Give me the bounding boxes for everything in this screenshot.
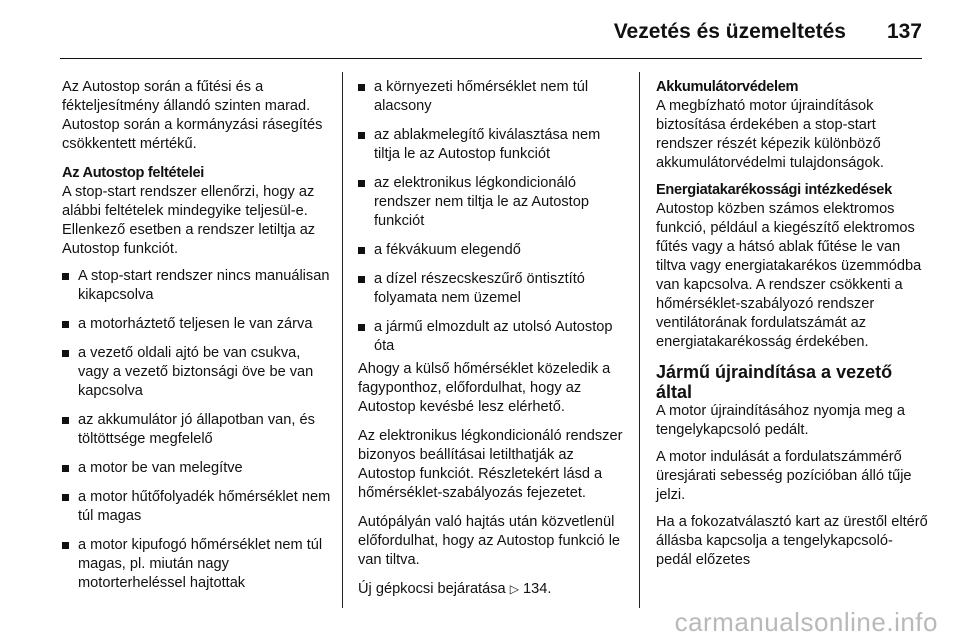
body-paragraph: Autópályán való hajtás után közvetlenül előfordulhat, hogy az Autostop funkció le van tiltva. [358,514,621,568]
conditions-lead: A stop-start rendszer ellenőrzi, hogy az alábbi feltételek mindegyike teljesül-e. Ellenkező esetben a rendszer letiltja az Autostop funkciót. [62,184,316,257]
list-item: A stop-start rendszer nincs manuálisan kikapcsolva [62,267,334,305]
body-paragraph: A motor újraindításához nyomja meg a tengelykapcsoló pedált. [656,403,906,438]
page-header [0,0,960,60]
list-item: az ablakmelegítő kiválasztása nem tiltja le az Autostop funkciót [358,126,630,164]
list-item: a motor be van melegítve [62,459,334,478]
list-item: az elektronikus légkondicionáló rendszer nem tiltja le az Autostop funkciót [358,174,630,231]
battery-protection-heading: Akkumulátorvédelem [656,79,799,95]
energy-saving-heading: Energiatakarékossági intézkedések [656,182,892,198]
column-2 [358,78,630,609]
body-paragraph: Ha a fokozatválasztó kart az ürestől eltérő állásba kapcsolja a tengelykapcsoló-pedál előzetes [656,514,928,568]
cross-reference [358,580,630,599]
list-item: a jármű elmozdult az utolsó Autostop óta [358,318,630,356]
page-number: 137 [886,20,922,43]
list-item: a dízel részecskeszűrő öntisztító folyamata nem üzemel [358,270,630,308]
list-item: a vezető oldali ajtó be van csukva, vagy a vezető biztonsági öve be van kapcsolva [62,344,334,401]
cross-reference-page: 134. [523,581,552,597]
column-divider [639,72,640,608]
list-item: az akkumulátor jó állapotban van, és töltöttsége megfelelő [62,411,334,449]
section-title: Jármű újraindítása a vezető által [656,362,893,402]
list-item: a fékvákuum elegendő [358,241,630,260]
list-item: a motorháztető teljesen le van zárva [62,315,334,334]
column-3 [656,78,928,580]
list-item: a motor kipufogó hőmérséklet nem túl magas, pl. miután nagy motorterheléssel hajtottak [62,536,334,593]
header-rule [60,58,922,59]
autostop-conditions-heading: Az Autostop feltételei [62,165,205,181]
list-item: a motor hűtőfolyadék hőmérséklet nem túl magas [62,488,334,526]
page-reference-icon: ▷ [509,582,519,596]
cross-reference-text: Új gépkocsi bejáratása [358,581,506,597]
body-paragraph: Ahogy a külső hőmérséklet közeledik a fagyponthoz, előfordulhat, hogy az Autostop kevésbé lesz elérhető. [358,361,611,415]
column-divider [342,72,343,608]
body-paragraph: A megbízható motor újraindítások biztosítása érdekében a stop-start rendszer részét képezik különböző akkumulátorvédelmi tulajdonságok. [656,98,884,171]
body-paragraph: A motor indulását a fordulatszámmérő üresjárati sebesség pozícióban álló tűje jelzi. [656,449,912,503]
header-title: Vezetés és üzemeltetés [613,20,846,43]
column-1 [62,78,334,603]
watermark: carmanualsonline.info [674,607,938,637]
intro-paragraph: Az Autostop során a fűtési és a fékteljesítmény állandó szinten marad. Autostop során a kormányzási rásegítés csökkentett mértékű. [62,79,323,152]
body-paragraph: Az elektronikus légkondicionáló rendszer bizonyos beállításai letilthatják az Autostop funkciót. Részletekért lásd a hőmérséklet-szabályozás fejezetet. [358,428,623,501]
body-paragraph: Autostop közben számos elektromos funkció, például a kiegészítő elektromos fűtés vagy a hátsó ablak fűtése le van tiltva vagy energiatakarékos üzemmódba van kapcsolva. A rendszer csökkenti a hőmérséklet-szabályozó rendszer ventilátorának fordulatszámát az energiatakarékosság érdekében. [656,201,922,350]
list-item: a környezeti hőmérséklet nem túl alacsony [358,78,630,116]
